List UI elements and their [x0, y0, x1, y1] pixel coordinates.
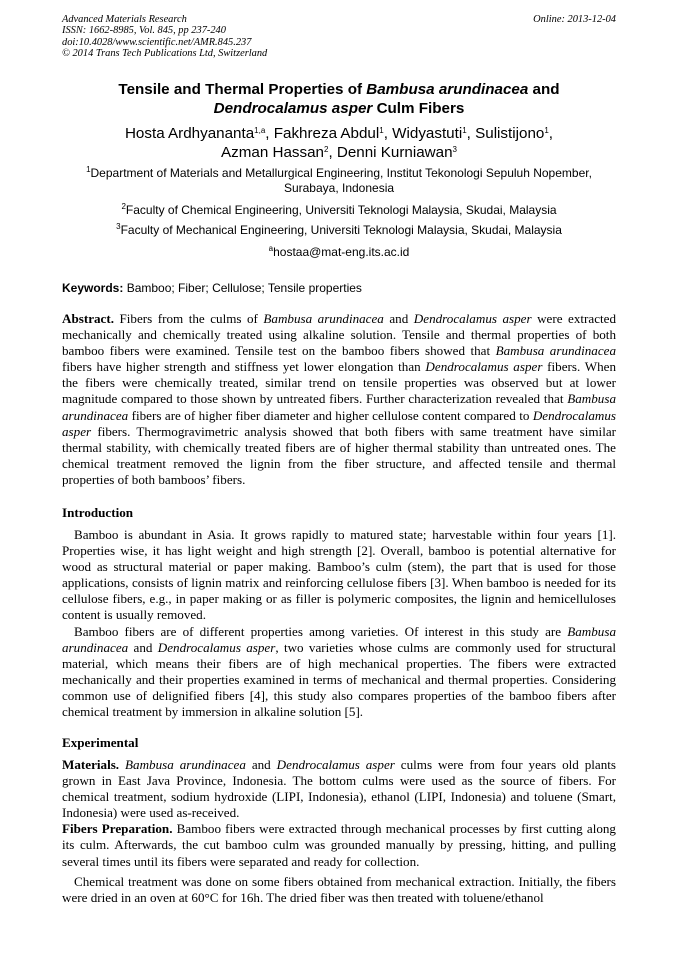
title-text: Tensile and Thermal Properties of	[118, 81, 367, 98]
journal-name: Advanced Materials Research	[62, 14, 187, 25]
affiliation-city: Surabaya, Indonesia	[283, 181, 395, 195]
title-text: Culm Fibers	[372, 100, 465, 117]
author-list: Hosta Ardhyananta$^{1,a}$, Fakhreza Abdul$^1$, Widyastuti$^1$, Sulistijono$^1$, Azman Hassan$^2$, Denni Kurniawan$^3$	[124, 125, 554, 161]
abstract-text: fibers are of higher fiber diameter and higher cellulose content compared to	[128, 407, 533, 423]
issn-line: ISSN: 1662-8985, Vol. 845, pp 237-240	[62, 25, 226, 37]
species-name: Dendrocalamus asper	[276, 757, 395, 772]
author-name: , Sulistijono	[466, 125, 545, 142]
affiliation-3	[62, 223, 616, 238]
paragraph-text: Bamboo fibers were extracted through mechanical processes by first cutting along its culm. Afterwards, the cut bamboo culm was grounded manually by pressing, hitting, and pulling several times until its fibers were separated and ready for collection.	[62, 821, 616, 869]
affiliation-1	[62, 166, 616, 196]
author-sup: 3	[452, 145, 457, 154]
email-text: hostaa@mat-eng.its.ac.id	[273, 245, 410, 259]
species-name: Bambusa arundinacea	[263, 311, 384, 326]
abstract-text: fibers. When the fibers were chemically treated, similar trend on tensile properties was observed but at lower magnitude compared to those shown by untreated fibers. Further characterization revealed that	[62, 359, 616, 407]
contact-email	[62, 245, 616, 260]
paragraph-text: and	[128, 639, 158, 655]
online-date: Online: 2013-12-04	[533, 14, 616, 25]
abstract-text: fibers have higher strength and stiffness yet lower elongation than	[62, 359, 426, 375]
author-name: , Denni Kurniawan	[328, 144, 453, 161]
species-name: Dendrocalamus asper	[425, 359, 543, 375]
affiliation-text: Department of Materials and Metallurgical Engineering, Institut Tekonologi Sepuluh Nopember,	[90, 166, 592, 180]
abstract	[62, 311, 616, 488]
subsection-label: Materials.	[62, 757, 120, 772]
paragraph-text: and	[245, 757, 277, 772]
copyright-line: © 2014 Trans Tech Publications Ltd, Switzerland	[62, 48, 268, 60]
journal-header	[62, 14, 616, 60]
species-name: Bambusa arundinacea	[62, 391, 616, 423]
affiliation-text: Faculty of Mechanical Engineering, Universiti Teknologi Malaysia, Skudai, Malaysia	[120, 223, 562, 237]
email-sup: a	[268, 244, 274, 253]
author-sup: 1,a	[254, 126, 266, 135]
title-text: and	[528, 81, 560, 98]
introduction-body	[62, 527, 616, 720]
abstract-text: fibers. Thermogravimetric analysis showed that both fibers with same treatment have similar thermal stability, with chemically treated fibers are of higher thermal stability than untreated ones. The chemical treatment removed the lignin from the fiber structure, and affected tensile and thermal properties of both bamboos’ fibers.	[62, 423, 616, 487]
affiliation-sup: 3	[116, 222, 121, 231]
experimental-body	[62, 757, 616, 906]
species-name: Dendrocalamus asper	[157, 639, 276, 655]
section-heading-experimental: Experimental	[62, 735, 139, 750]
abstract-text: were extracted mechanically and chemically treated using alkaline solution. Tensile and thermal properties of both bamboo fibers were examined. Tensile test on the bamboo fibers showed that	[62, 311, 616, 359]
paragraph	[62, 821, 616, 869]
keywords-text: Bamboo; Fiber; Cellulose; Tensile properties	[123, 281, 362, 295]
title-species: Bambusa arundinacea	[366, 81, 529, 98]
author-name: Hosta Ardhyananta	[124, 125, 255, 142]
affiliation-2	[62, 203, 616, 218]
author-sup: 1	[379, 126, 384, 135]
author-sup: 1	[462, 126, 467, 135]
affiliation-sup: 1	[86, 165, 91, 174]
doi-line: doi:10.4028/www.scientific.net/AMR.845.237	[62, 36, 252, 48]
paragraph	[62, 757, 616, 821]
author-name: , Widyastuti	[383, 125, 463, 142]
author-name: Azman Hassan	[221, 144, 324, 161]
species-name: Dendrocalamus asper	[62, 407, 616, 439]
paragraph-text: Bamboo fibers are of different properties among varieties. Of interest in this study are	[74, 623, 568, 639]
keywords-label: Keywords:	[62, 281, 124, 295]
species-name: Bambusa arundinacea	[62, 623, 616, 655]
abstract-text: and	[383, 311, 414, 326]
abstract-label: Abstract.	[62, 311, 114, 326]
keywords	[62, 281, 616, 296]
species-name: Bambusa arundinacea	[495, 343, 616, 359]
species-name: Dendrocalamus asper	[413, 311, 532, 326]
title-species: Dendrocalamus asper	[213, 100, 373, 117]
paragraph-text: , two varieties whose culms are commonly used for structural material, which means their fibers are of high mechanical properties. The fibers were extracted mechanically and their properties examined in terms of mechanical and thermal properties. Considering common use of delignified fibers [4], this study also compares properties of the bamboo fibers after chemical treatment by immersion in alkaline solution [5].	[62, 639, 617, 720]
author-sup: 2	[323, 145, 329, 154]
section-heading-introduction: Introduction	[62, 505, 134, 520]
paragraph	[62, 624, 616, 721]
abstract-text: Fibers from the culms of	[114, 311, 264, 326]
affiliation-text: Faculty of Chemical Engineering, Universiti Teknologi Malaysia, Skudai, Malaysia	[125, 203, 557, 217]
subsection-label: Fibers Preparation.	[62, 821, 173, 837]
paragraph-text: culms were from four years old plants grown in East Java Province, Indonesia. The bottom culms were used as the source of fibers. For chemical treatment, sodium hydroxide (LIPI, Indonesia), ethanol (LIPI, Indonesia) and toluene (Smart, Indonesia) were used as-received.	[62, 757, 617, 821]
affiliation-sup: 2	[121, 202, 126, 211]
paragraph: Bamboo is abundant in Asia. It grows rapidly to matured state; harvestable within four years [1]. Properties wise, it has light weight and high strength [2]. Overall, bamboo is potential alternative for wood as structural material or paper making. Bamboo’s culm (stem), the part that is used for those applications, consists of lignin matrix and reinforcing cellulose fibers [3]. When bamboo is needed for its cellulose fibers, e.g., in paper making or as filler is polymeric composites, the lignin and hemicelluloses content is usually removed.	[62, 527, 616, 623]
author-name: , Fakhreza Abdul	[265, 125, 380, 142]
species-name: Bambusa arundinacea	[125, 757, 246, 772]
author-sup: 1	[544, 126, 549, 135]
paragraph: Chemical treatment was done on some fibers obtained from mechanical extraction. Initially, the fibers were dried in an oven at 60°C for 16h. The dried fiber was then treated with toluene/ethanol	[62, 873, 616, 905]
paper-title	[40, 80, 638, 118]
